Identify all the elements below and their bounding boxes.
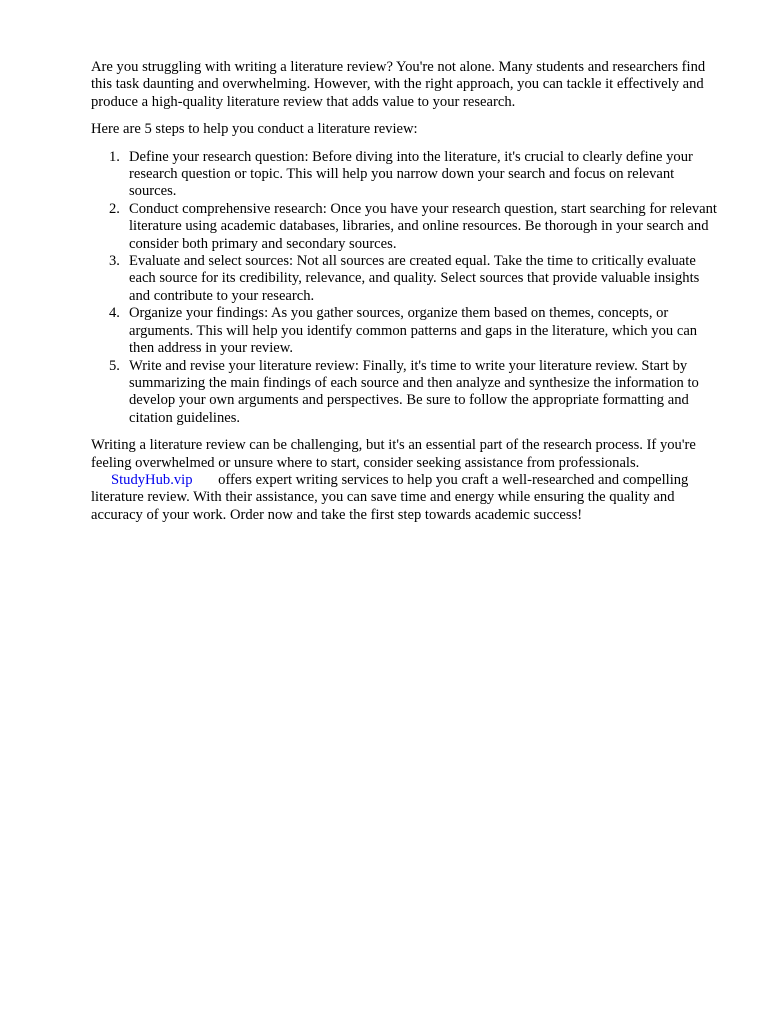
list-item-text: Conduct comprehensive research: Once you have your research question, start searching for relevant literature using academic databases, libraries, and online resources. Be thorough in your search and consider both primary and secondary sources. (129, 200, 717, 252)
studyhub-link[interactable]: StudyHub.vip (111, 471, 193, 488)
list-item (91, 201, 721, 253)
document-page (91, 59, 721, 534)
list-item (91, 305, 721, 357)
list-item-number: 2. (109, 200, 120, 217)
steps-list (91, 149, 721, 428)
list-item-number: 3. (109, 253, 120, 270)
list-item-number: 5. (109, 357, 120, 374)
list-item-text: Define your research question: Before diving into the literature, it's crucial to clearly define your research question or topic. This will help you narrow down your search and focus on relevant sources. (129, 148, 693, 200)
steps-lead-paragraph: Here are 5 steps to help you conduct a literature review: (91, 121, 418, 138)
closing-text-before-link: Writing a literature review can be challenging, but it's an essential part of the research process. If you're feeling overwhelmed or unsure where to start, consider seeking assistance from professionals. (91, 437, 696, 471)
intro-paragraph: Are you struggling with writing a literature review? You're not alone. Many students and researchers find this task daunting and overwhelming. However, with the right approach, you can tackle it effectively and produce a high-quality literature review that adds value to your research. (91, 59, 706, 110)
list-item (91, 358, 721, 428)
list-item (91, 149, 721, 201)
closing-paragraph (91, 437, 721, 524)
list-item-text: Evaluate and select sources: Not all sources are created equal. Take the time to critically evaluate each source for its credibility, relevance, and quality. Select sources that provide valuable insights and contribute to your research. (129, 253, 700, 304)
list-item-text: Write and revise your literature review: Finally, it's time to write your literature review. Start by summarizing the main findings of each source and then analyze and synthesize the information to develop your own arguments and perspectives. Be sure to follow the appropriate formatting and citation guidelines. (129, 357, 699, 426)
list-item-number: 1. (109, 148, 120, 165)
closing-text-after-link: offers expert writing services to help you craft a well-researched and compelling literature review. With their assistance, you can save time and energy while ensuring the quality and accuracy of your work. Order now and take the first step towards academic success! (91, 471, 689, 523)
list-item (91, 253, 721, 305)
list-item-number: 4. (109, 305, 120, 322)
list-item-text: Organize your findings: As you gather sources, organize them based on themes, concepts, or arguments. This will help you identify common patterns and gaps in the literature, which you can then address in your review. (129, 305, 698, 357)
